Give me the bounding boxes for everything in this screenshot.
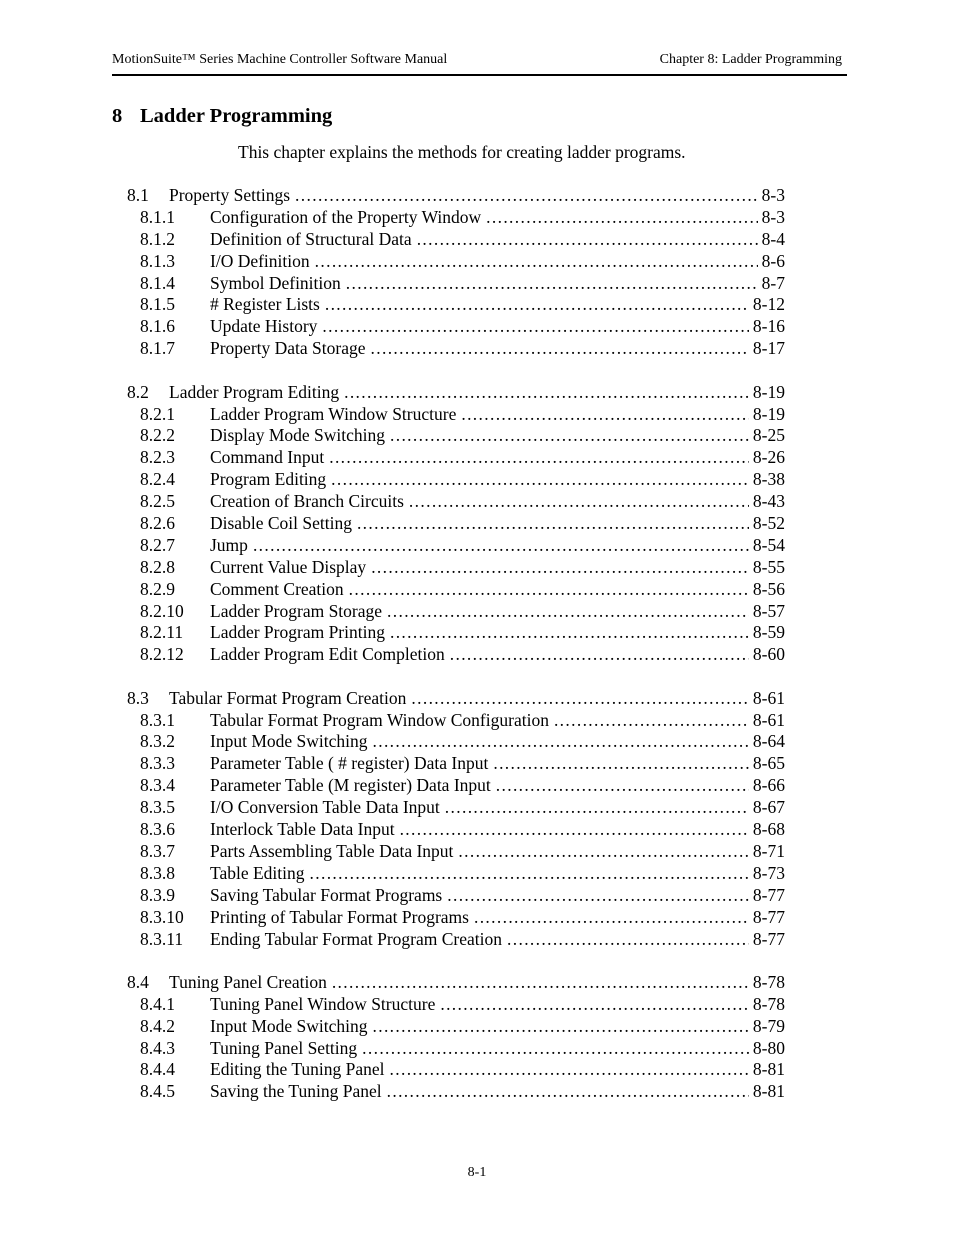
toc-entry-leader-line [210,818,750,840]
dot-leader [450,643,749,665]
toc-entry-page: 8-16 [752,316,785,337]
toc-entry-title: Saving Tabular Format Programs [210,884,443,905]
toc-entry-page: 8-55 [752,556,785,577]
toc-entry-page: 8-78 [752,993,785,1014]
toc-entry-leader-line [210,840,750,862]
toc-entry-title: Configuration of the Property Window [210,206,482,227]
toc-entry-page: 8-61 [752,709,785,730]
toc-entry-leader-line [210,293,750,315]
toc-subsection-entry[interactable] [0,534,954,556]
toc-subsection-entry[interactable] [0,512,954,534]
toc-entry-leader-line [210,272,759,294]
toc-entry-leader-line [210,906,750,928]
dot-leader [315,250,758,272]
toc-entry-page: 8-66 [752,775,785,796]
toc-entry-page: 8-7 [761,272,785,293]
toc-entry-number: 8.2.11 [140,622,184,643]
toc-entry-number: 8.1.4 [140,272,175,293]
toc-entry-leader-line [210,1015,750,1037]
dot-leader [371,337,749,359]
toc-entry-page: 8-81 [752,1081,785,1102]
toc-entry-number: 8.2.12 [140,644,184,665]
dot-leader [371,556,749,578]
dot-leader [486,206,758,228]
toc-subsection-entry[interactable] [0,315,954,337]
toc-entry-leader-line [210,730,750,752]
toc-entry-page: 8-56 [752,578,785,599]
toc-entry-page: 8-78 [752,971,785,992]
dot-leader [295,184,758,206]
toc-entry-page: 8-43 [752,491,785,512]
toc-entry-leader-line [210,774,750,796]
dot-leader [440,993,749,1015]
toc-entry-number: 8.3.9 [140,884,175,905]
toc-entry-page: 8-79 [752,1015,785,1036]
toc-entry-number: 8.4.4 [140,1059,175,1080]
toc-subsection-entry[interactable] [0,621,954,643]
toc-entry-page: 8-52 [752,512,785,533]
toc-entry-number: 8.3.11 [140,928,184,949]
toc-entry-leader-line [210,796,750,818]
toc-entry-title: Printing of Tabular Format Programs [210,906,469,927]
toc-entry-page: 8-3 [761,185,785,205]
toc-entry-title: Ladder Program Editing [169,381,340,402]
toc-entry-number: 8.4.5 [140,1081,175,1102]
chapter-title: Ladder Programming [140,105,333,127]
toc-entry-title: I/O Definition [210,250,310,271]
toc-subsection-entry[interactable] [0,1080,954,1102]
toc-subsection-entry[interactable] [0,468,954,490]
toc-entry-page: 8-38 [752,469,785,490]
toc-subsection-entry[interactable] [0,1037,954,1059]
toc-subsection-entry[interactable] [0,403,954,425]
toc-subsection-entry[interactable] [0,272,954,294]
dot-leader [357,512,749,534]
toc-entry-title: Table Editing [210,862,305,883]
dot-leader [329,446,749,468]
dot-leader [447,884,749,906]
toc-entry-page: 8-12 [752,294,785,315]
dot-leader [387,600,749,622]
toc-entry-title: Property Data Storage [210,338,366,359]
dot-leader [322,315,749,337]
toc-subsection-entry[interactable] [0,928,954,950]
toc-entry-page: 8-81 [752,1059,785,1080]
dot-leader [390,424,749,446]
toc-entry-number: 8.3.5 [140,797,175,818]
toc-entry-number: 8.2.7 [140,534,175,555]
toc-subsection-entry[interactable] [0,337,954,359]
toc-entry-number: 8.4.1 [140,993,175,1014]
dot-leader [332,971,749,993]
toc-entry-number: 8.2.9 [140,578,175,599]
toc-entry-leader-line [210,1037,750,1059]
toc-entry-title: Program Editing [210,469,327,490]
toc-entry-number: 8.1.3 [140,250,175,271]
toc-entry-leader-line [210,993,750,1015]
toc-entry-leader-line [210,512,750,534]
dot-leader [331,468,749,490]
toc-entry-title: Tuning Panel Creation [169,971,327,992]
toc-subsection-entry[interactable] [0,752,954,774]
toc-entry-leader-line [210,600,750,622]
toc-entry-title: Symbol Definition [210,272,341,293]
toc-subsection-entry[interactable] [0,796,954,818]
toc-entry-title: Tuning Panel Window Structure [210,993,436,1014]
toc-subsection-entry[interactable] [0,228,954,250]
toc-entry-leader-line [210,1058,750,1080]
toc-entry-number: 8.1.6 [140,316,175,337]
chapter-number: 8 [112,105,123,127]
toc-entry-number: 8.3.4 [140,775,175,796]
toc-entry-leader-line [210,643,750,665]
toc-entry-page: 8-80 [752,1037,785,1058]
toc-entry-title: Ladder Program Edit Completion [210,644,445,665]
toc-entry-title: Update History [210,316,318,337]
toc-entry-leader-line [169,687,750,709]
toc-entry-title: Current Value Display [210,556,367,577]
dot-leader [362,1037,749,1059]
toc-entry-page: 8-57 [752,600,785,621]
toc-subsection-entry[interactable] [0,293,954,315]
dot-leader [496,774,749,796]
toc-entry-leader-line [210,928,750,950]
toc-entry-leader-line [210,337,750,359]
toc-entry-page: 8-64 [752,731,785,752]
dot-leader [387,1080,749,1102]
toc-entry-leader-line [210,490,750,512]
dot-leader [325,293,749,315]
toc-subsection-entry[interactable] [0,643,954,665]
toc-entry-title: Comment Creation [210,578,344,599]
toc-entry-number: 8.4.2 [140,1015,175,1036]
toc-entry-page: 8-17 [752,338,785,359]
toc-subsection-entry[interactable] [0,446,954,468]
dot-leader [458,840,749,862]
toc-subsection-entry[interactable] [0,250,954,272]
toc-entry-page: 8-25 [752,425,785,446]
dot-leader [507,928,749,950]
toc-entry-number: 8.2.6 [140,512,175,533]
toc-entry-title: Command Input [210,447,325,468]
toc-subsection-entry[interactable] [0,840,954,862]
toc-entry-number: 8.1 [127,185,149,205]
toc-entry-page: 8-26 [752,447,785,468]
toc-section-entry[interactable] [0,184,954,206]
toc-section-entry[interactable] [0,381,954,403]
toc-entry-title: Tabular Format Program Creation [169,687,407,708]
toc-entry-number: 8.3.8 [140,862,175,883]
toc-entry-number: 8.2.3 [140,447,175,468]
toc-entry-number: 8.3 [127,687,149,708]
toc-entry-leader-line [210,228,759,250]
toc-subsection-entry[interactable] [0,993,954,1015]
toc-entry-leader-line [210,468,750,490]
toc-entry-leader-line [210,556,750,578]
dot-leader [310,862,749,884]
toc-entry-number: 8.2 [127,381,149,402]
dot-leader [390,621,749,643]
toc-entry-title: Ladder Program Storage [210,600,383,621]
toc-entry-page: 8-54 [752,534,785,555]
running-header [112,50,847,76]
toc-entry-leader-line [210,752,750,774]
toc-entry-leader-line [169,184,759,206]
toc-subsection-entry[interactable] [0,1015,954,1037]
dot-leader [373,730,750,752]
toc-entry-title: Creation of Branch Circuits [210,491,404,512]
toc-entry-title: # Register Lists [210,294,320,315]
dot-leader [373,1015,750,1037]
toc-subsection-entry[interactable] [0,862,954,884]
page-number: 8-1 [467,1165,487,1180]
toc-entry-page: 8-59 [752,622,785,643]
toc-entry-number: 8.2.10 [140,600,184,621]
toc-entry-leader-line [210,621,750,643]
dot-leader [346,272,758,294]
toc-entry-number: 8.1.2 [140,228,175,249]
chapter-heading [112,105,332,128]
toc-entry-number: 8.3.2 [140,731,175,752]
dot-leader [253,534,749,556]
toc-entry-number: 8.3.7 [140,840,175,861]
toc-entry-number: 8.3.6 [140,819,175,840]
toc-entry-number: 8.4 [127,971,149,992]
toc-entry-number: 8.2.8 [140,556,175,577]
toc-subsection-entry[interactable] [0,709,954,731]
toc-entry-number: 8.2.4 [140,469,175,490]
toc-entry-number: 8.4.3 [140,1037,175,1058]
toc-subsection-entry[interactable] [0,730,954,752]
toc-entry-leader-line [210,862,750,884]
dot-leader [417,228,758,250]
toc-entry-page: 8-68 [752,819,785,840]
toc-entry-leader-line [210,206,759,228]
toc-subsection-entry[interactable] [0,906,954,928]
toc-entry-leader-line [210,534,750,556]
toc-entry-leader-line [169,971,750,993]
toc-entry-title: Ending Tabular Format Program Creation [210,928,503,949]
toc-subsection-entry[interactable] [0,774,954,796]
toc-entry-leader-line [210,578,750,600]
toc-entry-number: 8.1.5 [140,294,175,315]
toc-entry-title: Property Settings [169,185,291,205]
toc-section-entry[interactable] [0,687,954,709]
toc-entry-title: Disable Coil Setting [210,512,352,533]
toc-subsection-entry[interactable] [0,1058,954,1080]
toc-entry-leader-line [210,403,750,425]
dot-leader [349,578,749,600]
toc-entry-leader-line [210,424,750,446]
toc-entry-page: 8-60 [752,644,785,665]
toc-entry-title: Input Mode Switching [210,731,368,752]
chapter-intro: This chapter explains the methods for creating ladder programs. [238,142,686,162]
toc-subsection-entry[interactable] [0,884,954,906]
toc-subsection-entry[interactable] [0,490,954,512]
toc-entry-page: 8-67 [752,797,785,818]
toc-subsection-entry[interactable] [0,206,954,228]
toc-entry-number: 8.1.1 [140,206,175,227]
toc-entry-title: Ladder Program Window Structure [210,403,457,424]
dot-leader [400,818,749,840]
toc-entry-page: 8-71 [752,840,785,861]
dot-leader [461,403,749,425]
toc-entry-leader-line [210,709,750,731]
toc-entry-number: 8.2.5 [140,491,175,512]
toc-entry-number: 8.1.7 [140,338,175,359]
dot-leader [474,906,749,928]
toc-entry-title: Saving the Tuning Panel [210,1081,382,1102]
toc-entry-title: Editing the Tuning Panel [210,1059,385,1080]
toc-entry-page: 8-77 [752,928,785,949]
toc-entry-title: Tuning Panel Setting [210,1037,358,1058]
toc-subsection-entry[interactable] [0,818,954,840]
toc-entry-page: 8-6 [761,250,785,271]
toc-entry-number: 8.3.10 [140,906,184,927]
dot-leader [409,490,749,512]
dot-leader [390,1058,749,1080]
dot-leader [344,381,749,403]
toc-entry-leader-line [210,884,750,906]
toc-entry-page: 8-77 [752,906,785,927]
toc-entry-page: 8-73 [752,862,785,883]
toc-entry-page: 8-65 [752,753,785,774]
toc-entry-leader-line [210,250,759,272]
toc-entry-title: Interlock Table Data Input [210,819,395,840]
toc-entry-number: 8.3.1 [140,709,175,730]
toc-entry-number: 8.2.1 [140,403,175,424]
toc-entry-page: 8-19 [752,403,785,424]
toc-subsection-entry[interactable] [0,424,954,446]
toc-section-entry[interactable] [0,971,954,993]
toc-entry-number: 8.3.3 [140,753,175,774]
toc-entry-title: I/O Conversion Table Data Input [210,797,440,818]
toc-entry-title: Tabular Format Program Window Configuration [210,709,549,730]
toc-entry-title: Jump [210,534,248,555]
toc-entry-leader-line [169,381,750,403]
toc-entry-page: 8-4 [761,228,785,249]
toc-subsection-entry[interactable] [0,600,954,622]
toc-entry-leader-line [210,315,750,337]
dot-leader [554,709,749,731]
toc-entry-title: Input Mode Switching [210,1015,368,1036]
dot-leader [493,752,749,774]
toc-entry-title: Parameter Table (M register) Data Input [210,775,491,796]
toc-entry-title: Parameter Table ( # register) Data Input [210,753,489,774]
toc-entry-number: 8.2.2 [140,425,175,446]
toc-entry-title: Definition of Structural Data [210,228,412,249]
chapter-label: Chapter 8: Ladder Programming [659,52,842,67]
toc-entry-page: 8-19 [752,381,785,402]
toc-entry-page: 8-61 [752,687,785,708]
toc-entry-page: 8-3 [761,206,785,227]
manual-title: MotionSuite™ Series Machine Controller Software Manual [112,52,448,67]
toc-entry-leader-line [210,446,750,468]
toc-subsection-entry[interactable] [0,556,954,578]
toc-entry-leader-line [210,1080,750,1102]
dot-leader [411,687,749,709]
toc-entry-title: Parts Assembling Table Data Input [210,840,454,861]
toc-entry-page: 8-77 [752,884,785,905]
toc-entry-title: Display Mode Switching [210,425,385,446]
toc-subsection-entry[interactable] [0,578,954,600]
dot-leader [445,796,749,818]
toc-entry-title: Ladder Program Printing [210,622,385,643]
table-of-contents [0,184,954,1102]
